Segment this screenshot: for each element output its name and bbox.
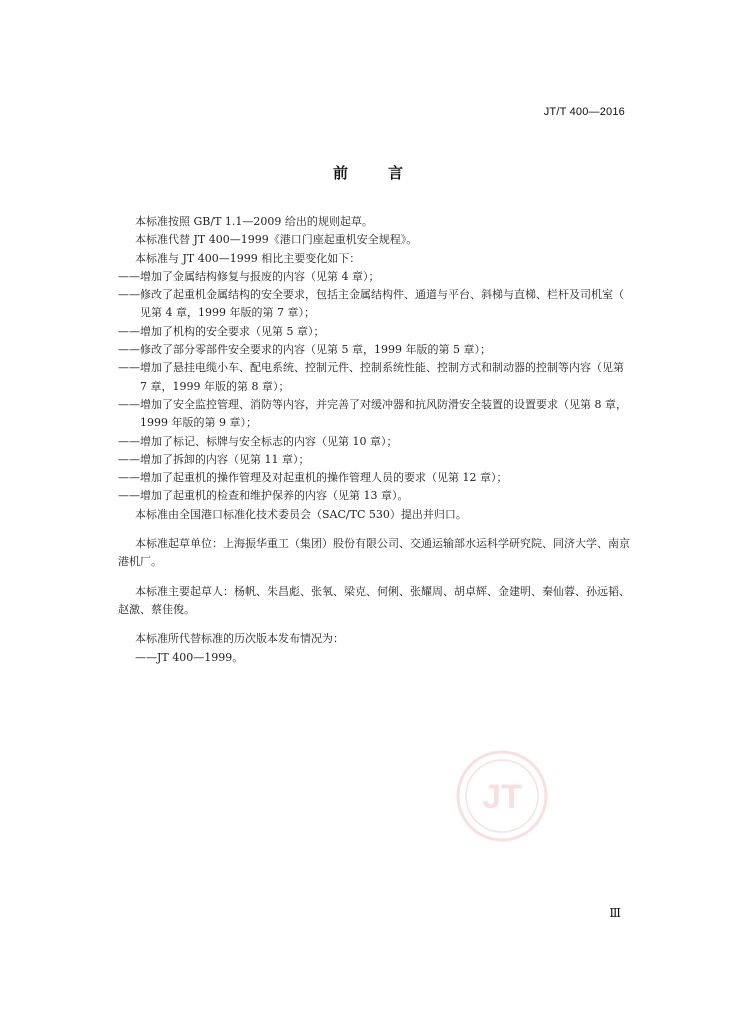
change-item bbox=[118, 451, 630, 469]
watermark-text: JT bbox=[482, 778, 522, 816]
change-item bbox=[118, 341, 630, 359]
paragraph-drafters: 本标准主要起草人：杨帆、朱昌彪、张氧、梁克、何俐、张耀周、胡卓辉、金建明、秦仙蓉、孙远韬、赵激、蔡佳俊。 bbox=[118, 584, 630, 616]
document-code: JT/T 400—2016 bbox=[543, 106, 625, 118]
change-text: 增加了起重机的检查和维护保养的内容（见第 13 章）。 bbox=[140, 489, 409, 503]
change-text: 增加了金属结构修复与报废的内容（见第 4 章）； bbox=[140, 269, 380, 283]
change-text: 增加了起重机的操作管理及对起重机的操作管理人员的要求（见第 12 章）； bbox=[140, 471, 508, 485]
title-part-1: 前 bbox=[332, 164, 348, 182]
dash-marker: —— bbox=[118, 397, 140, 411]
change-item bbox=[118, 359, 630, 396]
dash-marker: —— bbox=[118, 324, 140, 338]
dash-marker: —— bbox=[118, 489, 140, 503]
dash-marker: —— bbox=[118, 361, 140, 375]
change-item bbox=[118, 396, 630, 433]
change-item bbox=[118, 268, 630, 286]
change-text: 增加了拆卸的内容（见第 11 章）； bbox=[140, 452, 310, 466]
paragraph-changes-intro: 本标准与 JT 400—1999 相比主要变化如下： bbox=[135, 251, 361, 265]
change-item bbox=[118, 433, 630, 451]
change-text: 增加了悬挂电缆小车、配电系统、控制元件、控制系统性能、控制方式和制动器的控制等内容（见第 7 章，1999 年版的第 8 章）； bbox=[140, 361, 624, 393]
dash-marker: —— bbox=[118, 269, 140, 283]
change-text: 修改了部分零部件安全要求的内容（见第 5 章，1999 年版的第 5 章）； bbox=[140, 343, 491, 357]
paragraph-proposer: 本标准由全国港口标准化技术委员会（SAC/TC 530）提出并归口。 bbox=[135, 507, 467, 521]
paragraph-replacement: 本标准代替 JT 400—1999《港口门座起重机安全规程》。 bbox=[135, 233, 418, 247]
paragraph-drafting-units: 本标准起草单位：上海振华重工（集团）股份有限公司、交通运输部水运科学研究院、同济大学、南京港机厂。 bbox=[118, 537, 630, 569]
paragraph-version-history: 本标准所代替标准的历次版本发布情况为： bbox=[135, 632, 344, 646]
jt-watermark-logo bbox=[452, 750, 552, 842]
page-title bbox=[0, 162, 736, 183]
dash-marker: —— bbox=[118, 471, 140, 485]
change-item bbox=[118, 286, 630, 323]
change-text: 增加了安全监控管理、消防等内容，并完善了对缓冲器和抗风防滑安全装置的设置要求（见第 8 章，1999 年版的第 9 章）； bbox=[140, 397, 627, 430]
dash-marker: —— bbox=[118, 452, 140, 466]
change-item bbox=[118, 469, 630, 487]
dash-marker: —— bbox=[118, 288, 140, 302]
previous-version-item: ——JT 400—1999。 bbox=[135, 650, 244, 664]
change-text: 增加了机构的安全要求（见第 5 章）； bbox=[140, 324, 325, 338]
change-item bbox=[118, 487, 630, 505]
paragraph-drafting-rules: 本标准按照 GB/T 1.1—2009 给出的规则起草。 bbox=[135, 215, 373, 228]
title-part-2: 言 bbox=[388, 164, 404, 182]
change-item bbox=[118, 323, 630, 341]
page-number: Ⅲ bbox=[609, 906, 621, 920]
foreword-body bbox=[118, 213, 630, 667]
change-text: 增加了标记、标牌与安全标志的内容（见第 10 章）； bbox=[140, 434, 398, 448]
dash-marker: —— bbox=[118, 343, 140, 357]
dash-marker: —— bbox=[118, 434, 140, 448]
change-text: 修改了起重机金属结构的安全要求，包括主金属结构件、通道与平台、斜梯与直梯、栏杆及司机室（见第 4 章，1999 年版的第 7 章）； bbox=[140, 288, 624, 320]
